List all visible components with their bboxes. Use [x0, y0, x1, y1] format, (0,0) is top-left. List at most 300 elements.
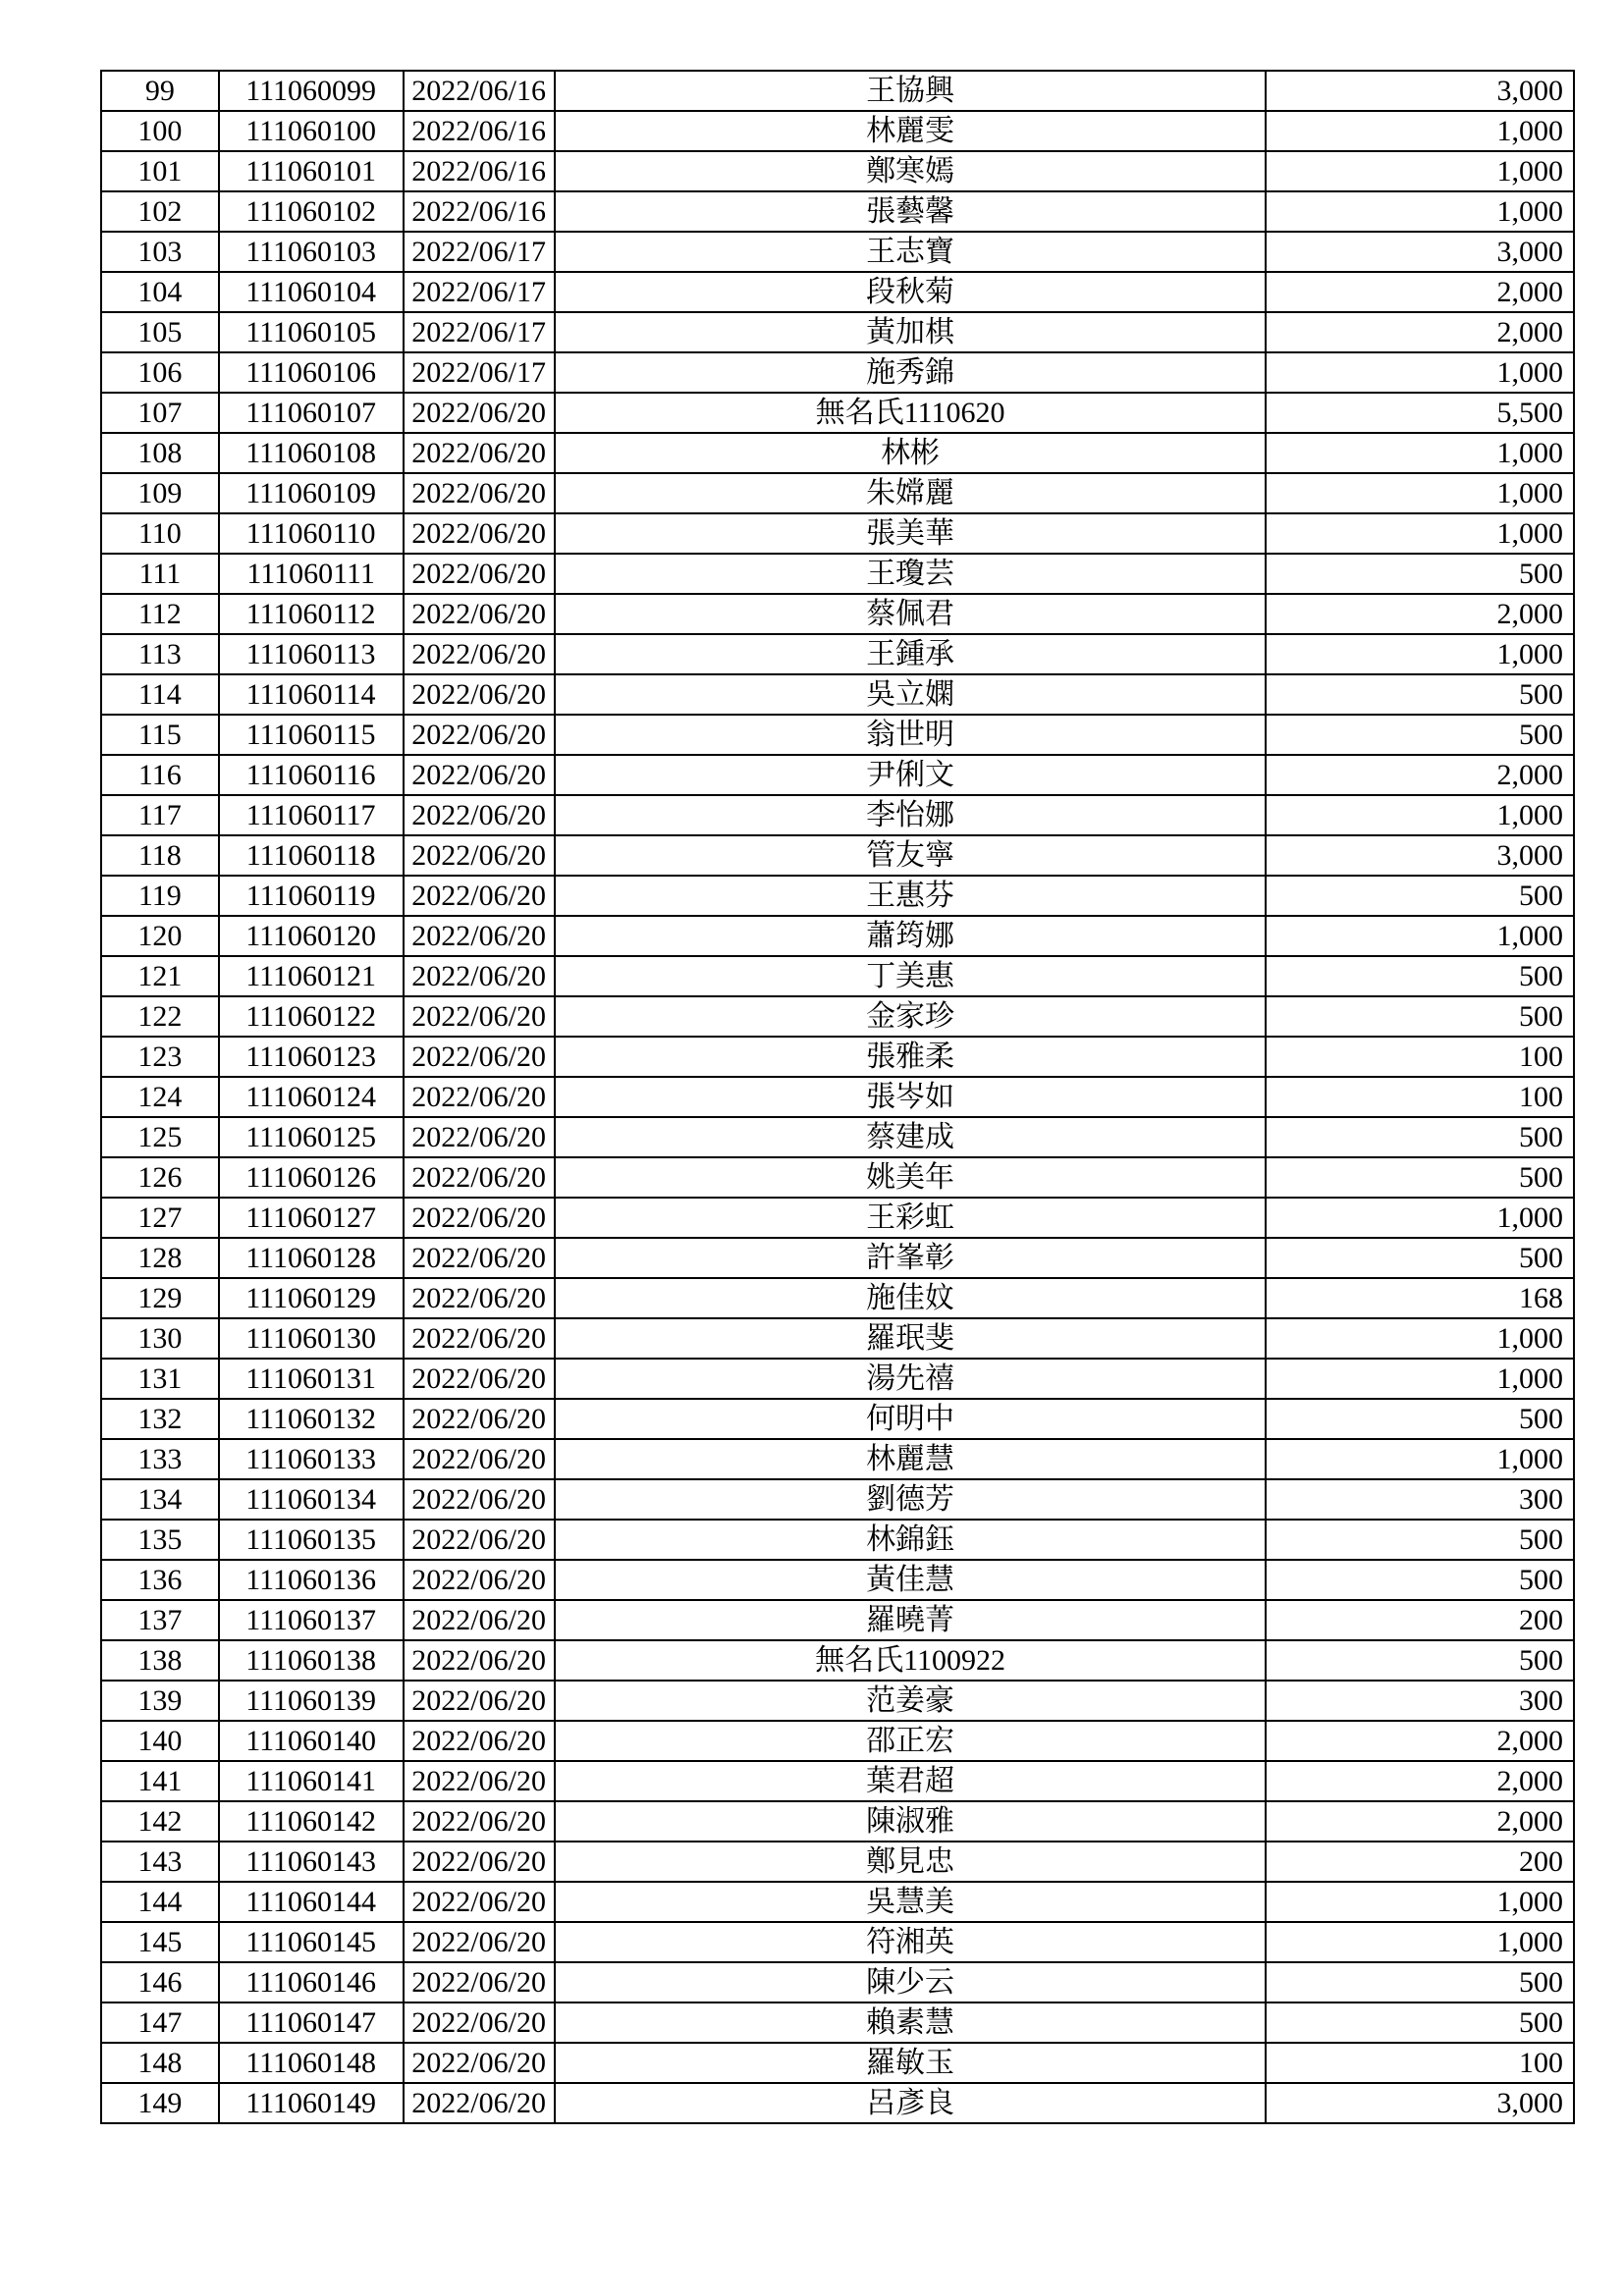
- donor-name-cell: 無名氏1100922: [555, 1640, 1267, 1681]
- donor-name-cell: 范姜豪: [555, 1681, 1267, 1721]
- table-row: [101, 513, 1574, 554]
- amount-cell: 500: [1266, 956, 1574, 996]
- row-number-cell: 147: [101, 2002, 219, 2043]
- receipt-number-cell: 111060138: [219, 1640, 404, 1681]
- receipt-number-cell: 111060112: [219, 594, 404, 634]
- amount-cell: 5,500: [1266, 393, 1574, 433]
- table-row: [101, 1278, 1574, 1318]
- table-row: [101, 916, 1574, 956]
- receipt-number-cell: 111060137: [219, 1600, 404, 1640]
- date-cell: 2022/06/20: [404, 1640, 555, 1681]
- date-cell: 2022/06/20: [404, 715, 555, 755]
- donor-name-cell: 羅珉斐: [555, 1318, 1267, 1359]
- donor-name-cell: 尹俐文: [555, 755, 1267, 795]
- row-number-cell: 107: [101, 393, 219, 433]
- receipt-number-cell: 111060130: [219, 1318, 404, 1359]
- date-cell: 2022/06/20: [404, 1318, 555, 1359]
- amount-cell: 2,000: [1266, 1761, 1574, 1801]
- receipt-number-cell: 111060131: [219, 1359, 404, 1399]
- receipt-number-cell: 111060124: [219, 1077, 404, 1117]
- row-number-cell: 126: [101, 1157, 219, 1198]
- receipt-number-cell: 111060116: [219, 755, 404, 795]
- donor-name-cell: 林麗雯: [555, 111, 1267, 151]
- table-row: [101, 1157, 1574, 1198]
- table-row: [101, 393, 1574, 433]
- receipt-number-cell: 111060113: [219, 634, 404, 674]
- date-cell: 2022/06/17: [404, 312, 555, 352]
- table-row: [101, 272, 1574, 312]
- receipt-number-cell: 111060099: [219, 71, 404, 111]
- amount-cell: 2,000: [1266, 1721, 1574, 1761]
- amount-cell: 3,000: [1266, 232, 1574, 272]
- row-number-cell: 148: [101, 2043, 219, 2083]
- receipt-number-cell: 111060132: [219, 1399, 404, 1439]
- donor-name-cell: 張藝馨: [555, 191, 1267, 232]
- receipt-number-cell: 111060103: [219, 232, 404, 272]
- receipt-number-cell: 111060145: [219, 1922, 404, 1962]
- row-number-cell: 139: [101, 1681, 219, 1721]
- table-row: [101, 1077, 1574, 1117]
- row-number-cell: 124: [101, 1077, 219, 1117]
- donor-name-cell: 鄭寒嫣: [555, 151, 1267, 191]
- donor-name-cell: 朱嫦麗: [555, 473, 1267, 513]
- date-cell: 2022/06/20: [404, 835, 555, 876]
- donor-name-cell: 王鍾承: [555, 634, 1267, 674]
- row-number-cell: 100: [101, 111, 219, 151]
- receipt-number-cell: 111060108: [219, 433, 404, 473]
- amount-cell: 1,000: [1266, 1439, 1574, 1479]
- receipt-number-cell: 111060129: [219, 1278, 404, 1318]
- amount-cell: 1,000: [1266, 513, 1574, 554]
- table-row: [101, 755, 1574, 795]
- date-cell: 2022/06/20: [404, 594, 555, 634]
- table-row: [101, 634, 1574, 674]
- donor-name-cell: 邵正宏: [555, 1721, 1267, 1761]
- receipt-number-cell: 111060135: [219, 1520, 404, 1560]
- donation-table: [100, 70, 1575, 2124]
- donor-name-cell: 許峯彰: [555, 1238, 1267, 1278]
- date-cell: 2022/06/20: [404, 1520, 555, 1560]
- amount-cell: 168: [1266, 1278, 1574, 1318]
- table-row: [101, 1560, 1574, 1600]
- date-cell: 2022/06/20: [404, 1238, 555, 1278]
- receipt-number-cell: 111060115: [219, 715, 404, 755]
- amount-cell: 500: [1266, 1640, 1574, 1681]
- date-cell: 2022/06/20: [404, 554, 555, 594]
- donor-name-cell: 羅敏玉: [555, 2043, 1267, 2083]
- donor-name-cell: 林麗慧: [555, 1439, 1267, 1479]
- receipt-number-cell: 111060122: [219, 996, 404, 1037]
- table-row: [101, 1117, 1574, 1157]
- row-number-cell: 105: [101, 312, 219, 352]
- amount-cell: 100: [1266, 2043, 1574, 2083]
- date-cell: 2022/06/20: [404, 1882, 555, 1922]
- donor-name-cell: 陳淑雅: [555, 1801, 1267, 1842]
- row-number-cell: 132: [101, 1399, 219, 1439]
- table-row: [101, 1842, 1574, 1882]
- table-row: [101, 232, 1574, 272]
- date-cell: 2022/06/17: [404, 352, 555, 393]
- amount-cell: 500: [1266, 1238, 1574, 1278]
- row-number-cell: 129: [101, 1278, 219, 1318]
- donor-name-cell: 湯先禧: [555, 1359, 1267, 1399]
- table-row: [101, 1640, 1574, 1681]
- row-number-cell: 104: [101, 272, 219, 312]
- donor-name-cell: 林錦鈺: [555, 1520, 1267, 1560]
- date-cell: 2022/06/20: [404, 2043, 555, 2083]
- date-cell: 2022/06/17: [404, 272, 555, 312]
- row-number-cell: 101: [101, 151, 219, 191]
- receipt-number-cell: 111060142: [219, 1801, 404, 1842]
- donor-name-cell: 金家珍: [555, 996, 1267, 1037]
- date-cell: 2022/06/16: [404, 191, 555, 232]
- row-number-cell: 103: [101, 232, 219, 272]
- table-row: [101, 1198, 1574, 1238]
- date-cell: 2022/06/20: [404, 996, 555, 1037]
- donor-name-cell: 鄭見忠: [555, 1842, 1267, 1882]
- amount-cell: 500: [1266, 2002, 1574, 2043]
- date-cell: 2022/06/20: [404, 433, 555, 473]
- table-row: [101, 1681, 1574, 1721]
- table-row: [101, 1520, 1574, 1560]
- table-row: [101, 1479, 1574, 1520]
- receipt-number-cell: 111060104: [219, 272, 404, 312]
- row-number-cell: 127: [101, 1198, 219, 1238]
- donor-name-cell: 蕭筠娜: [555, 916, 1267, 956]
- amount-cell: 500: [1266, 876, 1574, 916]
- donor-name-cell: 劉德芳: [555, 1479, 1267, 1520]
- donor-name-cell: 符湘英: [555, 1922, 1267, 1962]
- row-number-cell: 119: [101, 876, 219, 916]
- row-number-cell: 145: [101, 1922, 219, 1962]
- table-row: [101, 594, 1574, 634]
- date-cell: 2022/06/20: [404, 2083, 555, 2123]
- table-row: [101, 1801, 1574, 1842]
- amount-cell: 1,000: [1266, 151, 1574, 191]
- date-cell: 2022/06/20: [404, 1721, 555, 1761]
- donor-name-cell: 呂彥良: [555, 2083, 1267, 2123]
- date-cell: 2022/06/20: [404, 1922, 555, 1962]
- amount-cell: 500: [1266, 1399, 1574, 1439]
- table-row: [101, 1600, 1574, 1640]
- date-cell: 2022/06/20: [404, 1801, 555, 1842]
- receipt-number-cell: 111060139: [219, 1681, 404, 1721]
- receipt-number-cell: 111060128: [219, 1238, 404, 1278]
- amount-cell: 2,000: [1266, 312, 1574, 352]
- table-row: [101, 111, 1574, 151]
- row-number-cell: 111: [101, 554, 219, 594]
- table-row: [101, 312, 1574, 352]
- amount-cell: 1,000: [1266, 1882, 1574, 1922]
- row-number-cell: 115: [101, 715, 219, 755]
- donor-name-cell: 姚美年: [555, 1157, 1267, 1198]
- date-cell: 2022/06/20: [404, 2002, 555, 2043]
- amount-cell: 2,000: [1266, 594, 1574, 634]
- date-cell: 2022/06/20: [404, 473, 555, 513]
- amount-cell: 1,000: [1266, 352, 1574, 393]
- amount-cell: 1,000: [1266, 111, 1574, 151]
- table-row: [101, 835, 1574, 876]
- row-number-cell: 109: [101, 473, 219, 513]
- table-row: [101, 191, 1574, 232]
- amount-cell: 3,000: [1266, 2083, 1574, 2123]
- donor-name-cell: 張美華: [555, 513, 1267, 554]
- amount-cell: 100: [1266, 1077, 1574, 1117]
- table-row: [101, 795, 1574, 835]
- date-cell: 2022/06/20: [404, 1761, 555, 1801]
- receipt-number-cell: 111060118: [219, 835, 404, 876]
- donor-name-cell: 王瓊芸: [555, 554, 1267, 594]
- amount-cell: 1,000: [1266, 433, 1574, 473]
- receipt-number-cell: 111060106: [219, 352, 404, 393]
- date-cell: 2022/06/16: [404, 111, 555, 151]
- table-row: [101, 473, 1574, 513]
- receipt-number-cell: 111060120: [219, 916, 404, 956]
- row-number-cell: 149: [101, 2083, 219, 2123]
- amount-cell: 500: [1266, 1157, 1574, 1198]
- row-number-cell: 136: [101, 1560, 219, 1600]
- date-cell: 2022/06/20: [404, 393, 555, 433]
- receipt-number-cell: 111060149: [219, 2083, 404, 2123]
- donor-name-cell: 施秀錦: [555, 352, 1267, 393]
- row-number-cell: 122: [101, 996, 219, 1037]
- date-cell: 2022/06/20: [404, 1600, 555, 1640]
- date-cell: 2022/06/20: [404, 755, 555, 795]
- donor-name-cell: 管友寧: [555, 835, 1267, 876]
- row-number-cell: 108: [101, 433, 219, 473]
- row-number-cell: 146: [101, 1962, 219, 2002]
- date-cell: 2022/06/20: [404, 1479, 555, 1520]
- receipt-number-cell: 111060134: [219, 1479, 404, 1520]
- receipt-number-cell: 111060140: [219, 1721, 404, 1761]
- amount-cell: 1,000: [1266, 191, 1574, 232]
- amount-cell: 1,000: [1266, 795, 1574, 835]
- receipt-number-cell: 111060146: [219, 1962, 404, 2002]
- row-number-cell: 142: [101, 1801, 219, 1842]
- donor-name-cell: 葉君超: [555, 1761, 1267, 1801]
- table-row: [101, 996, 1574, 1037]
- date-cell: 2022/06/20: [404, 1117, 555, 1157]
- receipt-number-cell: 111060110: [219, 513, 404, 554]
- table-row: [101, 1318, 1574, 1359]
- row-number-cell: 118: [101, 835, 219, 876]
- donor-name-cell: 無名氏1110620: [555, 393, 1267, 433]
- date-cell: 2022/06/20: [404, 1359, 555, 1399]
- table-row: [101, 1922, 1574, 1962]
- donor-name-cell: 賴素慧: [555, 2002, 1267, 2043]
- donor-name-cell: 王協興: [555, 71, 1267, 111]
- date-cell: 2022/06/20: [404, 513, 555, 554]
- receipt-number-cell: 111060136: [219, 1560, 404, 1600]
- row-number-cell: 125: [101, 1117, 219, 1157]
- table-row: [101, 151, 1574, 191]
- table-row: [101, 1037, 1574, 1077]
- donor-name-cell: 王志寶: [555, 232, 1267, 272]
- donor-name-cell: 張雅柔: [555, 1037, 1267, 1077]
- row-number-cell: 110: [101, 513, 219, 554]
- amount-cell: 300: [1266, 1479, 1574, 1520]
- amount-cell: 2,000: [1266, 755, 1574, 795]
- row-number-cell: 144: [101, 1882, 219, 1922]
- row-number-cell: 117: [101, 795, 219, 835]
- table-row: [101, 1238, 1574, 1278]
- donor-name-cell: 施佳妏: [555, 1278, 1267, 1318]
- table-row: [101, 2043, 1574, 2083]
- table-row: [101, 674, 1574, 715]
- date-cell: 2022/06/20: [404, 1560, 555, 1600]
- row-number-cell: 131: [101, 1359, 219, 1399]
- date-cell: 2022/06/20: [404, 674, 555, 715]
- table-row: [101, 876, 1574, 916]
- amount-cell: 2,000: [1266, 272, 1574, 312]
- row-number-cell: 137: [101, 1600, 219, 1640]
- amount-cell: 500: [1266, 674, 1574, 715]
- row-number-cell: 112: [101, 594, 219, 634]
- donor-name-cell: 陳少云: [555, 1962, 1267, 2002]
- receipt-number-cell: 111060117: [219, 795, 404, 835]
- receipt-number-cell: 111060141: [219, 1761, 404, 1801]
- amount-cell: 1,000: [1266, 634, 1574, 674]
- amount-cell: 500: [1266, 996, 1574, 1037]
- donor-name-cell: 段秋菊: [555, 272, 1267, 312]
- amount-cell: 500: [1266, 1117, 1574, 1157]
- table-row: [101, 1721, 1574, 1761]
- row-number-cell: 120: [101, 916, 219, 956]
- donor-name-cell: 黃佳慧: [555, 1560, 1267, 1600]
- table-row: [101, 71, 1574, 111]
- amount-cell: 1,000: [1266, 1359, 1574, 1399]
- row-number-cell: 114: [101, 674, 219, 715]
- amount-cell: 3,000: [1266, 835, 1574, 876]
- amount-cell: 100: [1266, 1037, 1574, 1077]
- amount-cell: 500: [1266, 1520, 1574, 1560]
- table-row: [101, 1439, 1574, 1479]
- table-row: [101, 956, 1574, 996]
- row-number-cell: 99: [101, 71, 219, 111]
- table-row: [101, 1399, 1574, 1439]
- receipt-number-cell: 111060100: [219, 111, 404, 151]
- row-number-cell: 121: [101, 956, 219, 996]
- date-cell: 2022/06/16: [404, 71, 555, 111]
- amount-cell: 500: [1266, 1560, 1574, 1600]
- receipt-number-cell: 111060123: [219, 1037, 404, 1077]
- row-number-cell: 123: [101, 1037, 219, 1077]
- date-cell: 2022/06/20: [404, 1681, 555, 1721]
- amount-cell: 500: [1266, 554, 1574, 594]
- receipt-number-cell: 111060121: [219, 956, 404, 996]
- date-cell: 2022/06/16: [404, 151, 555, 191]
- amount-cell: 1,000: [1266, 916, 1574, 956]
- donor-name-cell: 吳慧美: [555, 1882, 1267, 1922]
- table-row: [101, 433, 1574, 473]
- receipt-number-cell: 111060133: [219, 1439, 404, 1479]
- amount-cell: 1,000: [1266, 473, 1574, 513]
- table-row: [101, 2002, 1574, 2043]
- table-row: [101, 1761, 1574, 1801]
- date-cell: 2022/06/20: [404, 795, 555, 835]
- amount-cell: 3,000: [1266, 71, 1574, 111]
- receipt-number-cell: 111060127: [219, 1198, 404, 1238]
- row-number-cell: 133: [101, 1439, 219, 1479]
- receipt-number-cell: 111060126: [219, 1157, 404, 1198]
- table-row: [101, 554, 1574, 594]
- amount-cell: 1,000: [1266, 1318, 1574, 1359]
- row-number-cell: 141: [101, 1761, 219, 1801]
- receipt-number-cell: 111060101: [219, 151, 404, 191]
- receipt-number-cell: 111060105: [219, 312, 404, 352]
- table-row: [101, 1359, 1574, 1399]
- row-number-cell: 113: [101, 634, 219, 674]
- row-number-cell: 140: [101, 1721, 219, 1761]
- date-cell: 2022/06/20: [404, 1037, 555, 1077]
- receipt-number-cell: 111060125: [219, 1117, 404, 1157]
- row-number-cell: 130: [101, 1318, 219, 1359]
- receipt-number-cell: 111060143: [219, 1842, 404, 1882]
- row-number-cell: 116: [101, 755, 219, 795]
- date-cell: 2022/06/20: [404, 1962, 555, 2002]
- date-cell: 2022/06/20: [404, 876, 555, 916]
- amount-cell: 1,000: [1266, 1922, 1574, 1962]
- amount-cell: 300: [1266, 1681, 1574, 1721]
- donor-name-cell: 李怡娜: [555, 795, 1267, 835]
- date-cell: 2022/06/20: [404, 1399, 555, 1439]
- date-cell: 2022/06/20: [404, 634, 555, 674]
- date-cell: 2022/06/20: [404, 1439, 555, 1479]
- amount-cell: 500: [1266, 715, 1574, 755]
- donor-name-cell: 吳立嫻: [555, 674, 1267, 715]
- amount-cell: 2,000: [1266, 1801, 1574, 1842]
- receipt-number-cell: 111060148: [219, 2043, 404, 2083]
- donor-name-cell: 王彩虹: [555, 1198, 1267, 1238]
- donor-name-cell: 張岑如: [555, 1077, 1267, 1117]
- table-row: [101, 352, 1574, 393]
- date-cell: 2022/06/20: [404, 1077, 555, 1117]
- amount-cell: 200: [1266, 1842, 1574, 1882]
- table-row: [101, 715, 1574, 755]
- row-number-cell: 134: [101, 1479, 219, 1520]
- amount-cell: 500: [1266, 1962, 1574, 2002]
- row-number-cell: 143: [101, 1842, 219, 1882]
- date-cell: 2022/06/20: [404, 1157, 555, 1198]
- donor-name-cell: 蔡建成: [555, 1117, 1267, 1157]
- receipt-number-cell: 111060114: [219, 674, 404, 715]
- donor-name-cell: 何明中: [555, 1399, 1267, 1439]
- date-cell: 2022/06/17: [404, 232, 555, 272]
- receipt-number-cell: 111060109: [219, 473, 404, 513]
- donor-name-cell: 丁美惠: [555, 956, 1267, 996]
- donor-name-cell: 羅曉菁: [555, 1600, 1267, 1640]
- table-row: [101, 1962, 1574, 2002]
- table-row: [101, 2083, 1574, 2123]
- donor-name-cell: 林彬: [555, 433, 1267, 473]
- row-number-cell: 135: [101, 1520, 219, 1560]
- receipt-number-cell: 111060107: [219, 393, 404, 433]
- donor-name-cell: 翁世明: [555, 715, 1267, 755]
- receipt-number-cell: 111060102: [219, 191, 404, 232]
- date-cell: 2022/06/20: [404, 956, 555, 996]
- row-number-cell: 102: [101, 191, 219, 232]
- donation-rows: [101, 71, 1574, 2123]
- receipt-number-cell: 111060147: [219, 2002, 404, 2043]
- date-cell: 2022/06/20: [404, 1278, 555, 1318]
- date-cell: 2022/06/20: [404, 916, 555, 956]
- row-number-cell: 106: [101, 352, 219, 393]
- receipt-number-cell: 111060111: [219, 554, 404, 594]
- row-number-cell: 128: [101, 1238, 219, 1278]
- receipt-number-cell: 111060144: [219, 1882, 404, 1922]
- date-cell: 2022/06/20: [404, 1842, 555, 1882]
- donor-name-cell: 蔡佩君: [555, 594, 1267, 634]
